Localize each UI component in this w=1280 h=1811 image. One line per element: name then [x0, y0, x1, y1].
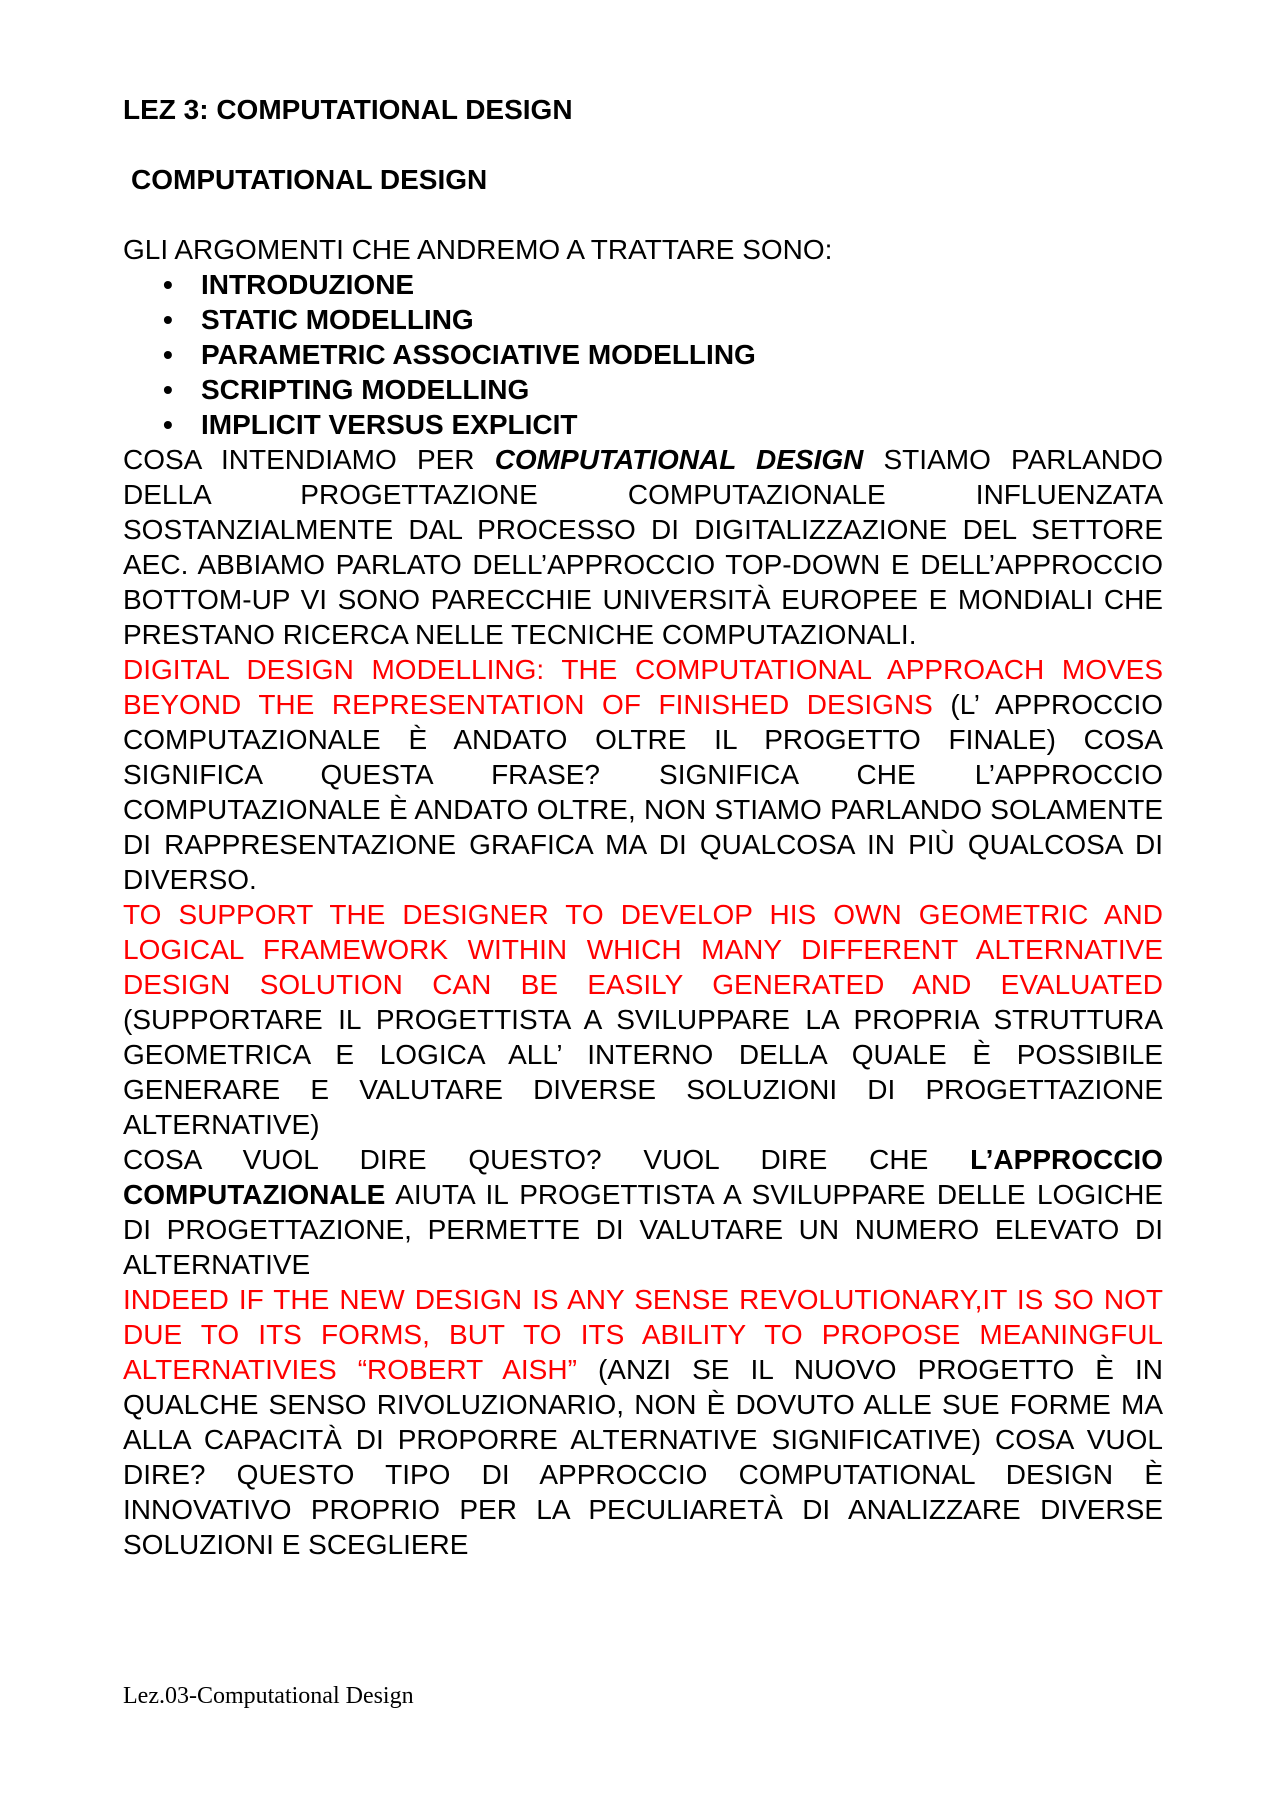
- bullet-icon: •: [163, 374, 173, 405]
- list-item: [163, 337, 1163, 372]
- topics-intro: GLI ARGOMENTI CHE ANDREMO A TRATTARE SONO:: [123, 234, 833, 265]
- term-emphasis: COMPUTATIONAL DESIGN: [494, 444, 864, 475]
- paragraph-body: (SUPPORTARE IL PROGETTISTA A SVILUPPARE LA PROPRIA STRUTTURA GEOMETRICA E LOGICA ALL’ INTERNO DELLA QUALE È POSSIBILE GENERARE E VALUTARE DIVERSE SOLUZIONI DI PROGETTAZIONE ALTERNATIVE): [123, 1004, 1163, 1140]
- paragraph-support-designer: [123, 897, 1163, 1142]
- page-footer: Lez.03-Computational Design: [123, 1683, 414, 1709]
- paragraph-revolutionary: [123, 1282, 1163, 1562]
- paragraph-body: STIAMO PARLANDO DELLA PROGETTAZIONE COMPUTAZIONALE INFLUENZATA SOSTANZIALMENTE DAL PROCESSO DI DIGITALIZZAZIONE DEL SETTORE AEC. ABBIAMO PARLATO DELL’APPROCCIO TOP-DOWN E DELL’APPROCCIO BOTTOM-UP VI SONO PARECCHIE UNIVERSITÀ EUROPEE E MONDIALI CHE PRESTANO RICERCA NELLE TECNICHE COMPUTAZIONALI.: [123, 444, 1163, 650]
- topic-label: INTRODUZIONE: [201, 269, 415, 300]
- bullet-icon: •: [163, 409, 173, 440]
- topics-list: [123, 267, 1163, 442]
- paragraph-lead: COSA VUOL DIRE QUESTO? VUOL DIRE CHE: [123, 1144, 971, 1175]
- bullet-icon: •: [163, 304, 173, 335]
- paragraph-body: (L’ APPROCCIO COMPUTAZIONALE È ANDATO OLTRE IL PROGETTO FINALE) COSA SIGNIFICA QUESTA FRASE? SIGNIFICA CHE L’APPROCCIO COMPUTAZIONALE È ANDATO OLTRE, NON STIAMO PARLANDO SOLAMENTE DI RAPPRESENTAZIONE GRAFICA MA DI QUALCOSA IN PIÙ QUALCOSA DI DIVERSO.: [123, 689, 1163, 895]
- list-item: [163, 302, 1163, 337]
- paragraph-meaning: [123, 1142, 1163, 1282]
- english-quote: TO SUPPORT THE DESIGNER TO DEVELOP HIS OWN GEOMETRIC AND LOGICAL FRAMEWORK WITHIN WHICH MANY DIFFERENT ALTERNATIVE DESIGN SOLUTION CAN BE EASILY GENERATED AND EVALUATED: [123, 899, 1163, 1000]
- list-item: [163, 407, 1163, 442]
- paragraph-body: AIUTA IL PROGETTISTA A SVILUPPARE DELLE LOGICHE DI PROGETTAZIONE, PERMETTE DI VALUTARE UN NUMERO ELEVATO DI ALTERNATIVE: [123, 1179, 1163, 1280]
- bullet-icon: •: [163, 339, 173, 370]
- english-quote: DIGITAL DESIGN MODELLING: THE COMPUTATIONAL APPROACH MOVES BEYOND THE REPRESENTATION OF FINISHED DESIGNS: [123, 654, 1163, 720]
- list-item: [163, 267, 1163, 302]
- topic-label: PARAMETRIC ASSOCIATIVE MODELLING: [201, 339, 756, 370]
- paragraph-lead: COSA INTENDIAMO PER: [123, 444, 495, 475]
- paragraph-definition: [123, 442, 1163, 652]
- paragraph-digital-modelling: [123, 652, 1163, 897]
- topic-label: STATIC MODELLING: [201, 304, 474, 335]
- english-quote: INDEED IF THE NEW DESIGN IS ANY SENSE REVOLUTIONARY,IT IS SO NOT DUE TO ITS FORMS, BUT TO ITS ABILITY TO PROPOSE MEANINGFUL ALTERNATIVIES “ROBERT AISH”: [123, 1284, 1163, 1385]
- bullet-icon: •: [163, 269, 173, 300]
- topic-label: SCRIPTING MODELLING: [201, 374, 530, 405]
- list-item: [163, 372, 1163, 407]
- lesson-title: LEZ 3: COMPUTATIONAL DESIGN: [123, 94, 573, 125]
- topic-label: IMPLICIT VERSUS EXPLICIT: [201, 409, 578, 440]
- section-title: COMPUTATIONAL DESIGN: [131, 164, 488, 195]
- bold-emphasis: L’APPROCCIO COMPUTAZIONALE: [123, 1144, 1163, 1210]
- paragraph-body: (ANZI SE IL NUOVO PROGETTO È IN QUALCHE SENSO RIVOLUZIONARIO, NON È DOVUTO ALLE SUE FORME MA ALLA CAPACITÀ DI PROPORRE ALTERNATIVE SIGNIFICATIVE) COSA VUOL DIRE? QUESTO TIPO DI APPROCCIO COMPUTATIONAL DESIGN È INNOVATIVO PROPRIO PER LA PECULIARETÀ DI ANALIZZARE DIVERSE SOLUZIONI E SCEGLIERE: [123, 1354, 1163, 1560]
- page-content: [123, 92, 1163, 1562]
